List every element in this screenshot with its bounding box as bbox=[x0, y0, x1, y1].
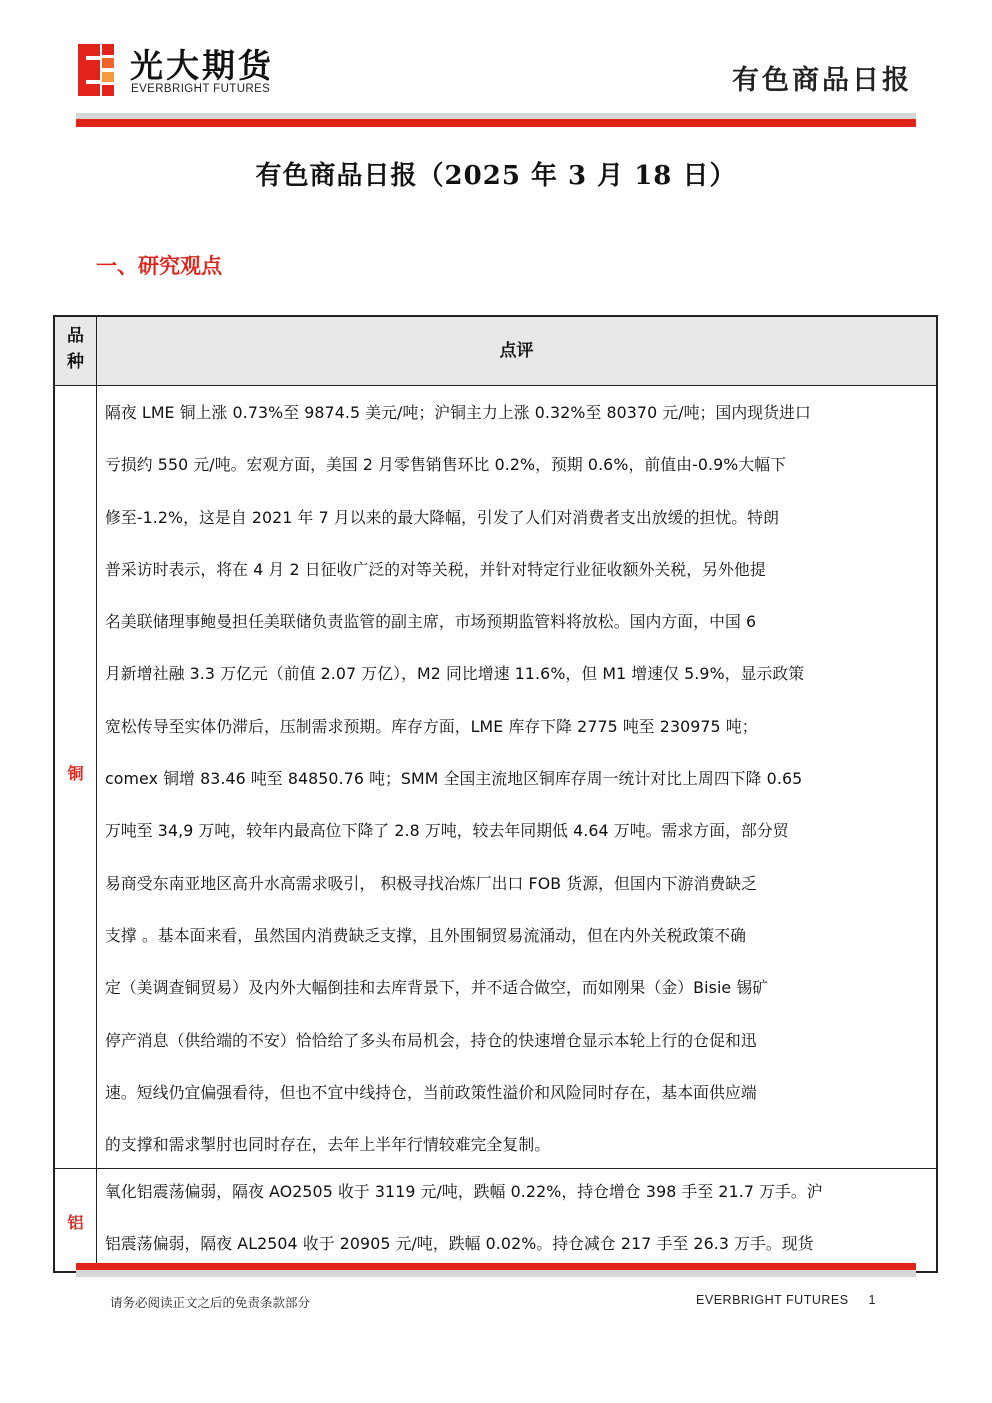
document-title: 有色商品日报（2025 年 3 月 18 日） bbox=[255, 161, 737, 191]
text-line: 定（美调查铜贸易）及内外大幅倒挂和去库背景下，并不适合做空，而如刚果（金）Bisie 锡矿 bbox=[105, 978, 769, 998]
footer-brand-page bbox=[696, 1293, 876, 1307]
text-line: 停产消息（供给端的不安）恰恰给了多头布局机会，持仓的快速增仓显示本轮上行的仓促和迅 bbox=[105, 1030, 757, 1050]
commentary-table bbox=[53, 315, 938, 1273]
logo-chinese-name: 光大期货 bbox=[130, 46, 274, 85]
text-line: 速。短线仍宜偏强看待，但也不宜中线持仓，当前政策性溢价和风险同时存在，基本面供应端 bbox=[105, 1082, 757, 1102]
column-divider bbox=[96, 317, 97, 1271]
text-line: comex 铜增 83.46 吨至 84850.76 吨；SMM 全国主流地区铜库存周一统计对比上周四下降 0.65 bbox=[105, 769, 803, 789]
header-comment: 点评 bbox=[499, 341, 534, 361]
category-aluminum: 铝 bbox=[67, 1213, 84, 1232]
text-line: 修至-1.2%，这是自 2021 年 7 月以来的最大降幅，引发了人们对消费者支出放缓的担忧。特朗 bbox=[105, 507, 779, 527]
text-line: 月新增社融 3.3 万亿元（前值 2.07 万亿），M2 同比增速 11.6%，但 M1 增速仅 5.9%，显示政策 bbox=[105, 664, 805, 684]
footer-brand: EVERBRIGHT FUTURES bbox=[696, 1293, 849, 1307]
header-divider-band bbox=[76, 113, 916, 127]
text-line: 万吨至 34,9 万吨，较年内最高位下降了 2.8 万吨，较去年同期低 4.64 万吨。需求方面，部分贸 bbox=[105, 821, 789, 841]
section-heading: 一、研究观点 bbox=[96, 253, 222, 278]
text-line: 铝震荡偏弱，隔夜 AL2504 收于 20905 元/吨，跌幅 0.02%。持仓减仓 217 手至 26.3 万手。现货 bbox=[105, 1234, 814, 1254]
everbright-logo-icon bbox=[76, 42, 116, 98]
text-line: 支撑 。基本面来看，虽然国内消费缺乏支撑，且外围铜贸易流涌动，但在内外关税政策不确 bbox=[105, 925, 746, 945]
text-line: 易商受东南亚地区高升水高需求吸引， 积极寻找冶炼厂出口 FOB 货源，但国内下游消费缺乏 bbox=[105, 873, 758, 893]
text-line: 亏损约 550 元/吨。宏观方面，美国 2 月零售销售环比 0.2%，预期 0.6%，前值由-0.9%大幅下 bbox=[105, 455, 787, 475]
header-category-text: 品种 bbox=[67, 326, 84, 372]
text-line: 普采访时表示，将在 4 月 2 日征收广泛的对等关税，并针对特定行业征收额外关税，另外他提 bbox=[105, 559, 766, 579]
text-line: 的支撑和需求掣肘也同时存在，去年上半年行情较难完全复制。 bbox=[105, 1135, 551, 1155]
header-category bbox=[55, 323, 96, 375]
footer-disclaimer: 请务必阅读正文之后的免责条款部分 bbox=[110, 1295, 311, 1310]
header-report-label: 有色商品日报 bbox=[732, 65, 912, 96]
table-header-row bbox=[55, 317, 936, 386]
text-line: 名美联储理事鲍曼担任美联储负责监管的副主席，市场预期监管料将放松。国内方面，中国 6 bbox=[105, 612, 757, 632]
copper-commentary bbox=[105, 397, 935, 1181]
text-line: 宽松传导至实体仍滞后，压制需求预期。库存方面，LME 库存下降 2775 吨至 230975 吨； bbox=[105, 716, 758, 736]
text-line: 氧化铝震荡偏弱，隔夜 AO2505 收于 3119 元/吨，跌幅 0.22%，持仓增仓 398 手至 21.7 万手。沪 bbox=[105, 1182, 823, 1201]
category-copper: 铜 bbox=[67, 764, 84, 783]
footer-divider-band bbox=[76, 1263, 916, 1277]
text-line: 隔夜 LME 铜上涨 0.73%至 9874.5 美元/吨；沪铜主力上涨 0.32%至 80370 元/吨；国内现货进口 bbox=[105, 403, 811, 422]
logo-english-name: EVERBRIGHT FUTURES bbox=[131, 83, 271, 95]
company-logo bbox=[76, 40, 306, 100]
page-number: 1 bbox=[868, 1293, 876, 1307]
